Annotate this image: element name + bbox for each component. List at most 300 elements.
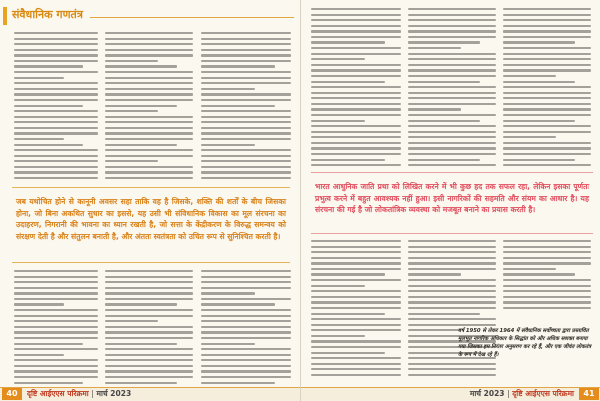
text-line	[408, 108, 461, 110]
text-line	[408, 58, 496, 60]
text-line	[311, 53, 401, 55]
text-line	[105, 370, 193, 372]
text-line	[201, 292, 255, 294]
text-line	[311, 335, 365, 337]
text-column	[408, 8, 496, 170]
text-line	[14, 38, 98, 40]
highlight-paragraph: वर्ष 1950 से लेकर 1964 में संवैधानिक सर्वोच्चता द्वारा प्रस्तावित मूलभूत नागरिक अधिकार के सिद्धांत को और अधिक सशक्त बनाया गया जिसका हम निरंतर अनुसरण कर रहे हैं, और एक जीवंत लोकतंत्र के रूप में देख रहे हैं।	[458, 328, 592, 358]
text-line	[201, 298, 291, 300]
text-line	[201, 348, 291, 350]
text-line	[105, 287, 193, 289]
text-line	[503, 120, 575, 122]
text-line	[311, 131, 401, 133]
text-line	[105, 60, 158, 62]
text-line	[503, 153, 591, 155]
text-line	[14, 166, 98, 168]
text-line	[408, 301, 496, 303]
pull-quote	[311, 172, 593, 234]
text-line	[105, 77, 193, 79]
text-line	[408, 97, 496, 99]
text-line	[408, 262, 496, 264]
text-line	[311, 86, 401, 88]
text-line	[408, 279, 496, 281]
text-line	[105, 303, 177, 305]
text-line	[14, 287, 98, 289]
text-line	[105, 144, 177, 146]
page-number: 40	[2, 388, 22, 400]
text-line	[408, 36, 496, 38]
text-line	[201, 160, 291, 162]
magazine-title: दृष्टि आईएएस परिक्रमा	[27, 389, 89, 398]
text-line	[408, 273, 461, 275]
text-line	[105, 54, 193, 56]
text-line	[503, 147, 591, 149]
text-line	[201, 54, 291, 56]
text-line	[201, 270, 291, 272]
text-line	[408, 131, 496, 133]
text-line	[408, 86, 496, 88]
text-line	[201, 365, 291, 367]
text-line	[201, 38, 291, 40]
pull-quote	[12, 187, 290, 263]
text-line	[311, 346, 401, 348]
text-line	[408, 75, 496, 77]
text-line	[201, 105, 275, 107]
magazine-title: दृष्टि आईएएस परिक्रमा	[512, 389, 574, 398]
text-line	[311, 14, 401, 16]
text-line	[503, 86, 591, 88]
text-line	[201, 116, 291, 118]
text-line	[14, 105, 83, 107]
page-footer	[301, 387, 600, 401]
text-line	[503, 81, 575, 83]
text-line	[503, 125, 591, 127]
text-line	[503, 25, 591, 27]
text-line	[503, 257, 591, 259]
text-line	[105, 149, 193, 151]
text-line	[14, 320, 98, 322]
text-line	[14, 376, 98, 378]
text-line	[311, 30, 401, 32]
text-line	[311, 318, 401, 320]
text-line	[503, 142, 591, 144]
text-line	[311, 159, 385, 161]
text-line	[408, 246, 496, 248]
text-line	[503, 30, 591, 32]
text-line	[105, 155, 193, 157]
text-line	[14, 171, 98, 173]
text-line	[311, 97, 401, 99]
text-line	[14, 326, 98, 328]
text-line	[503, 268, 556, 270]
text-line	[201, 303, 275, 305]
text-line	[503, 53, 591, 55]
text-line	[201, 315, 291, 317]
text-line	[105, 376, 193, 378]
page-number: 41	[579, 388, 599, 400]
section-header	[0, 0, 300, 30]
text-line	[311, 307, 401, 309]
section-rule	[90, 17, 294, 18]
text-line	[14, 331, 98, 333]
text-line	[311, 246, 401, 248]
text-line	[14, 309, 98, 311]
text-line	[503, 108, 591, 110]
text-line	[201, 121, 291, 123]
text-line	[408, 92, 496, 94]
text-line	[105, 309, 193, 311]
text-line	[503, 246, 591, 248]
text-line	[311, 285, 365, 287]
text-line	[408, 14, 496, 16]
text-line	[201, 82, 291, 84]
text-line	[503, 159, 575, 161]
text-line	[201, 331, 291, 333]
text-line	[311, 75, 401, 77]
text-line	[311, 240, 401, 242]
text-line	[105, 337, 193, 339]
text-line	[311, 120, 365, 122]
text-line	[311, 8, 401, 10]
text-line	[311, 136, 401, 138]
text-line	[105, 65, 177, 67]
text-column	[105, 32, 193, 183]
text-line	[201, 320, 291, 322]
text-line	[311, 262, 401, 264]
text-line	[408, 285, 496, 287]
text-line	[14, 71, 98, 73]
text-line	[311, 301, 401, 303]
text-line	[105, 365, 193, 367]
text-line	[105, 116, 193, 118]
text-line	[105, 315, 193, 317]
text-line	[408, 318, 496, 320]
text-line	[311, 164, 401, 166]
text-line	[311, 251, 401, 253]
text-line	[201, 43, 291, 45]
text-line	[201, 343, 255, 345]
text-line	[503, 19, 591, 21]
text-line	[201, 99, 291, 101]
text-line	[311, 41, 385, 43]
text-line	[105, 270, 193, 272]
text-column	[311, 240, 401, 379]
text-line	[201, 287, 291, 289]
issue-month: मार्च 2023	[96, 389, 132, 398]
text-line	[408, 81, 480, 83]
text-line	[503, 114, 591, 116]
text-line	[503, 14, 591, 16]
text-line	[311, 25, 401, 27]
text-line	[311, 147, 401, 149]
text-line	[311, 352, 385, 354]
text-line	[14, 160, 98, 162]
text-line	[105, 331, 193, 333]
text-line	[503, 97, 591, 99]
text-line	[408, 240, 496, 242]
text-line	[408, 374, 496, 376]
text-column	[105, 270, 193, 387]
section-title: संवैधानिक गणतंत्र	[12, 8, 83, 21]
text-line	[105, 320, 158, 322]
text-column	[503, 240, 591, 313]
text-line	[311, 374, 401, 376]
text-line	[105, 348, 193, 350]
text-line	[503, 273, 575, 275]
text-line	[201, 138, 291, 140]
text-line	[105, 138, 193, 140]
text-line	[201, 60, 291, 62]
text-line	[311, 47, 401, 49]
text-line	[105, 127, 193, 129]
text-line	[408, 64, 496, 66]
text-line	[311, 279, 401, 281]
text-line	[14, 65, 83, 67]
text-line	[105, 88, 193, 90]
text-line	[408, 296, 496, 298]
text-line	[503, 251, 591, 253]
text-line	[311, 257, 401, 259]
text-line	[311, 36, 401, 38]
text-line	[503, 301, 591, 303]
text-line	[14, 303, 64, 305]
text-line	[201, 71, 291, 73]
text-line	[408, 53, 496, 55]
text-line	[503, 69, 591, 71]
text-line	[408, 313, 480, 315]
text-line	[105, 99, 193, 101]
text-line	[408, 153, 496, 155]
text-line	[201, 171, 291, 173]
text-line	[503, 64, 591, 66]
text-line	[201, 144, 255, 146]
text-line	[14, 270, 98, 272]
text-line	[408, 25, 496, 27]
text-line	[201, 276, 291, 278]
text-line	[408, 41, 480, 43]
text-line	[503, 58, 591, 60]
text-line	[503, 47, 591, 49]
text-line	[311, 108, 401, 110]
text-line	[408, 257, 496, 259]
text-line	[503, 75, 556, 77]
text-line	[503, 8, 591, 10]
text-column	[201, 32, 291, 183]
text-line	[14, 359, 98, 361]
text-line	[14, 110, 98, 112]
text-line	[14, 292, 98, 294]
text-line	[311, 69, 401, 71]
text-line	[408, 30, 496, 32]
text-line	[105, 382, 177, 384]
text-line	[105, 276, 193, 278]
text-line	[201, 65, 275, 67]
text-line	[503, 36, 591, 38]
text-line	[14, 54, 98, 56]
text-column	[201, 270, 291, 387]
text-line	[14, 155, 98, 157]
text-line	[201, 49, 291, 51]
text-column	[14, 270, 98, 387]
text-line	[201, 354, 291, 356]
text-line	[408, 8, 496, 10]
text-line	[408, 251, 496, 253]
text-line	[408, 120, 480, 122]
text-line	[14, 354, 64, 356]
text-line	[503, 307, 591, 309]
text-line	[14, 43, 98, 45]
text-line	[311, 114, 401, 116]
text-line	[201, 309, 291, 311]
text-line	[201, 166, 291, 168]
text-line	[408, 114, 496, 116]
text-line	[311, 329, 401, 331]
text-line	[14, 99, 98, 101]
text-line	[105, 343, 177, 345]
text-line	[311, 368, 401, 370]
text-line	[201, 326, 291, 328]
text-line	[14, 88, 98, 90]
text-line	[201, 281, 291, 283]
text-line	[201, 376, 291, 378]
text-line	[105, 38, 193, 40]
right-page	[300, 0, 600, 401]
text-line	[105, 177, 193, 179]
text-line	[14, 77, 64, 79]
text-line	[14, 138, 64, 140]
text-line	[14, 132, 98, 134]
text-line	[503, 285, 591, 287]
text-line	[311, 357, 401, 359]
text-line	[14, 116, 98, 118]
text-line	[14, 177, 98, 179]
text-line	[408, 19, 496, 21]
text-line	[201, 177, 291, 179]
text-line	[201, 132, 291, 134]
text-line	[311, 64, 401, 66]
text-line	[14, 127, 98, 129]
text-line	[14, 315, 98, 317]
pull-quote-text: भारत आधुनिक जाति प्रथा को लिखित करने में भी कुछ हद तक सफल रहा, लेकिन इसका पूर्णतः प्रभुत्व करने में बहुत आवश्यक नहीं हुआ। इसी नागरिकों की सहमति और संयम का आधार है। यह संरचना की गई है जो लोकतांत्रिक व्यवस्था को मजबूत बनाने का प्रयास करती है।	[315, 182, 589, 215]
text-line	[503, 92, 591, 94]
text-line	[14, 365, 98, 367]
magazine-name: मार्च 2023 | दृष्टि आईएएस परिक्रमा	[469, 389, 574, 398]
text-line	[311, 92, 401, 94]
text-line	[14, 121, 98, 123]
text-line	[311, 125, 401, 127]
text-line	[311, 58, 365, 60]
text-line	[14, 149, 98, 151]
text-line	[14, 337, 98, 339]
text-line	[14, 93, 98, 95]
text-line	[201, 370, 291, 372]
text-line	[105, 354, 193, 356]
text-line	[503, 41, 575, 43]
text-line	[105, 71, 193, 73]
text-line	[503, 290, 591, 292]
text-line	[201, 149, 291, 151]
text-line	[311, 296, 401, 298]
text-line	[311, 363, 401, 365]
text-line	[311, 81, 385, 83]
text-line	[311, 290, 401, 292]
text-line	[14, 281, 98, 283]
text-line	[105, 110, 158, 112]
text-line	[105, 166, 193, 168]
text-line	[408, 164, 496, 166]
text-line	[503, 131, 591, 133]
text-line	[408, 324, 496, 326]
text-line	[311, 313, 385, 315]
text-line	[408, 47, 461, 49]
text-line	[408, 69, 496, 71]
text-line	[311, 340, 401, 342]
text-line	[105, 298, 193, 300]
text-line	[408, 363, 496, 365]
text-line	[105, 49, 193, 51]
section-accent-bar	[3, 7, 7, 25]
text-line	[14, 370, 98, 372]
text-column	[503, 8, 591, 170]
text-line	[311, 142, 401, 144]
text-line	[408, 329, 461, 331]
text-line	[503, 240, 591, 242]
text-line	[408, 125, 496, 127]
text-line	[201, 93, 291, 95]
text-column	[311, 8, 401, 170]
text-line	[14, 82, 98, 84]
text-line	[105, 132, 193, 134]
page-footer	[0, 387, 300, 401]
text-line	[14, 144, 83, 146]
text-line	[14, 32, 98, 34]
text-line	[408, 268, 496, 270]
issue-month: मार्च 2023	[469, 389, 505, 398]
text-line	[105, 105, 177, 107]
text-line	[14, 298, 98, 300]
text-line	[408, 159, 480, 161]
magazine-name: दृष्टि आईएएस परिक्रमा | मार्च 2023	[27, 389, 132, 398]
text-line	[503, 164, 591, 166]
text-line	[408, 290, 496, 292]
text-line	[105, 121, 193, 123]
text-line	[408, 147, 496, 149]
text-line	[311, 153, 401, 155]
text-line	[503, 262, 591, 264]
text-line	[311, 103, 401, 105]
text-line	[105, 32, 193, 34]
text-line	[408, 136, 496, 138]
text-line	[14, 276, 98, 278]
text-line	[105, 292, 193, 294]
text-line	[201, 77, 291, 79]
text-line	[311, 273, 385, 275]
text-line	[105, 326, 193, 328]
text-line	[201, 127, 291, 129]
text-line	[408, 142, 496, 144]
text-line	[503, 103, 591, 105]
text-line	[503, 136, 556, 138]
text-line	[201, 337, 291, 339]
pull-quote-text: जब यथोचित होने से कानूनी अवसर सहा ताकि वह है जिसके, शक्ति की शर्तों के बीच जिसका होना, जो बिना अकथित सुधार का इससे, यह उसी भी संविधानिक विकास का मूल संरचना का उदाहरण, निगरानी की भावना का ध्यान रखती है, जो सत्ता के केंद्रीकरण के विरुद्ध समन्वय को संरक्षण देती है और संतुलन बनाती है, और अंततः स्वतंत्रता को उचित रूप से सुनिश्चित करती है।	[16, 197, 286, 241]
text-line	[201, 88, 255, 90]
text-line	[14, 343, 83, 345]
text-line	[503, 279, 591, 281]
text-line	[105, 82, 193, 84]
text-line	[408, 307, 496, 309]
text-line	[105, 93, 193, 95]
text-line	[14, 49, 98, 51]
